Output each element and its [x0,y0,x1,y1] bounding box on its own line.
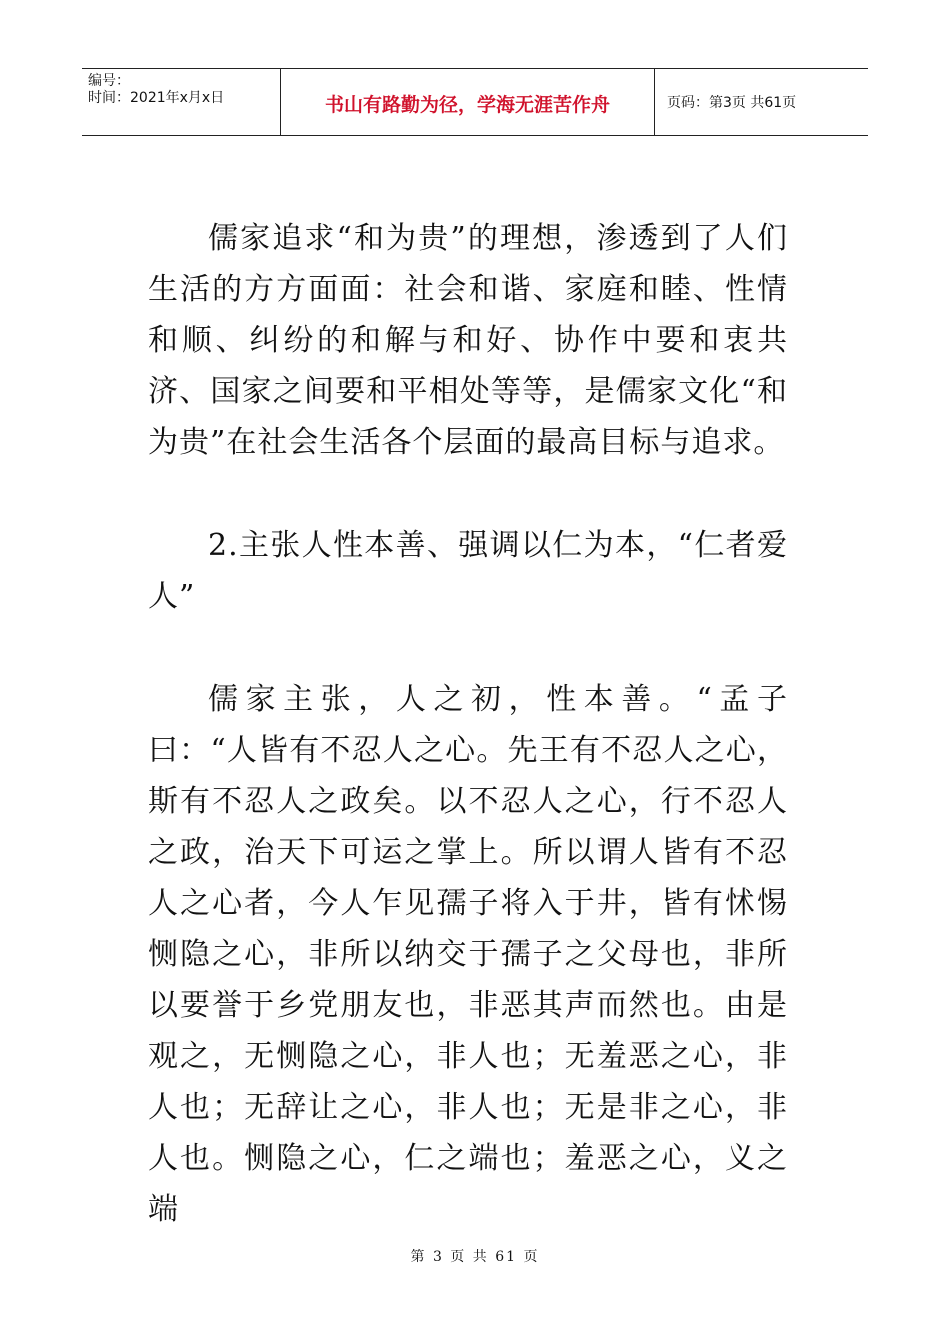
document-body [148,213,788,1235]
paragraph-human-nature: 儒家主张，人之初，性本善。“孟子曰：“人皆有不忍人之心。先王有不忍人之心，斯有不忍人之政矣。以不忍人之心，行不忍人之政，治天下可运之掌上。所以谓人皆有不忍人之心者，今人乍见孺子将入于井，皆有怵惕恻隐之心，非所以纳交于孺子之父母也，非所以要誉于乡党朋友也，非恶其声而然也。由是观之，无恻隐之心，非人也；无羞恶之心，非人也；无辞让之心，非人也；无是非之心，非人也。恻隐之心，仁之端也；羞恶之心，义之端 [148,682,788,1227]
time-label: 时间：2021年x月x日 [88,90,225,106]
header-page-info: 页码：第3页 共61页 [667,95,797,111]
page-footer: 第 3 页 共 61 页 [410,1249,540,1265]
section-heading-2: 2.主张人性本善、强调以仁为本，“仁者爱人” [148,528,788,614]
header-motto: 书山有路勤为径，学海无涯苦作舟 [281,69,655,135]
paragraph-harmony: 儒家追求“和为贵”的理想，渗透到了人们生活的方方面面：社会和谐、家庭和睦、性情和顺、纠纷的和解与和好、协作中要和衷共济、国家之间要和平相处等等，是儒家文化“和为贵”在社会生活各个层面的最高目标与追求。 [148,221,788,460]
header-meta [82,69,281,135]
number-label: 编号： [88,73,130,89]
page-header [82,68,868,136]
